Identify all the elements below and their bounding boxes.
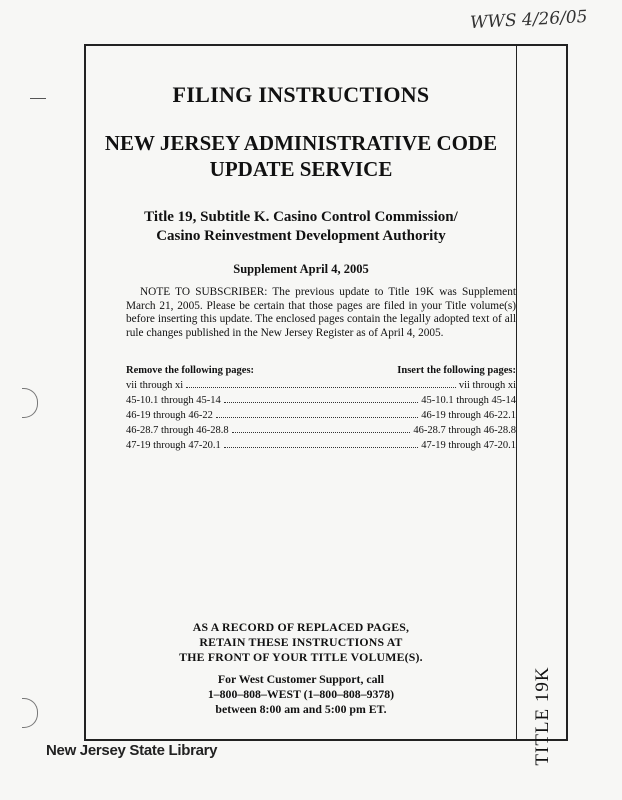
leader-dots: [224, 393, 418, 403]
side-tab-label: TITLE 19K: [531, 666, 553, 766]
support-phone: 1–800–808–WEST (1–800–808–9378): [207, 687, 395, 701]
remove-pages-cell: 46-28.7 through 46-28.8: [126, 425, 229, 436]
side-tab: [516, 44, 568, 766]
heading-line-2: UPDATE SERVICE: [209, 157, 393, 181]
remove-pages-cell: vii through xi: [126, 380, 184, 391]
insert-pages-cell: vii through xi: [458, 380, 516, 391]
title-subtitle: [86, 208, 516, 246]
pages-table: [126, 364, 516, 453]
insert-pages-cell: 47-19 through 47-20.1: [421, 440, 516, 451]
remove-pages-cell: 47-19 through 47-20.1: [126, 440, 221, 451]
leader-dots: [216, 408, 418, 418]
pages-table-header: [126, 364, 516, 378]
subscriber-note: [126, 286, 516, 340]
record-line-3: THE FRONT OF YOUR TITLE VOLUME(S).: [179, 650, 423, 664]
record-line-1: AS A RECORD OF REPLACED PAGES,: [192, 620, 410, 634]
insert-pages-cell: 46-28.7 through 46-28.8: [413, 425, 516, 436]
record-instructions: [86, 620, 516, 665]
supplement-date: Supplement April 4, 2005: [233, 262, 369, 276]
table-row: [126, 408, 516, 423]
subscriber-note-text: NOTE TO SUBSCRIBER: The previous update to Title 19K was Supplement March 21, 2005. Please be certain that those pages are filed in your Title volume(s) before inserting this update. The enclosed pages contain the legally adopted text of all rule changes published in the New Jersey Register as of April 4, 2005.: [126, 286, 516, 339]
support-line-1: For West Customer Support, call: [217, 672, 385, 686]
table-row: [126, 393, 516, 408]
handwritten-initials-date: WWS 4/26/05: [469, 6, 588, 34]
remove-pages-header: Remove the following pages:: [126, 365, 255, 376]
customer-support: [86, 672, 516, 717]
punch-hole-upper: [22, 388, 38, 418]
leader-dots: [232, 423, 411, 433]
insert-pages-header: Insert the following pages:: [397, 365, 516, 376]
support-hours: between 8:00 am and 5:00 pm ET.: [215, 702, 387, 716]
insert-pages-cell: 46-19 through 46-22.1: [421, 410, 516, 421]
library-stamp: New Jersey State Library: [46, 742, 218, 759]
record-line-2: RETAIN THESE INSTRUCTIONS AT: [199, 635, 403, 649]
heading-line-1: NEW JERSEY ADMINISTRATIVE CODE: [104, 131, 498, 155]
page-title: FILING INSTRUCTIONS: [172, 82, 430, 107]
document-heading: [86, 130, 516, 182]
leader-dots: [186, 378, 456, 388]
table-row: [126, 423, 516, 438]
table-row: [126, 378, 516, 393]
punch-hole-lower: [22, 698, 38, 728]
insert-pages-cell: 45-10.1 through 45-14: [421, 395, 516, 406]
margin-mark: [30, 98, 46, 99]
remove-pages-cell: 45-10.1 through 45-14: [126, 395, 221, 406]
subtitle-line-1: Title 19, Subtitle K. Casino Control Commission/: [144, 209, 458, 225]
leader-dots: [224, 438, 418, 448]
subtitle-line-2: Casino Reinvestment Development Authority: [156, 228, 446, 244]
table-row: [126, 438, 516, 453]
remove-pages-cell: 46-19 through 46-22: [126, 410, 213, 421]
